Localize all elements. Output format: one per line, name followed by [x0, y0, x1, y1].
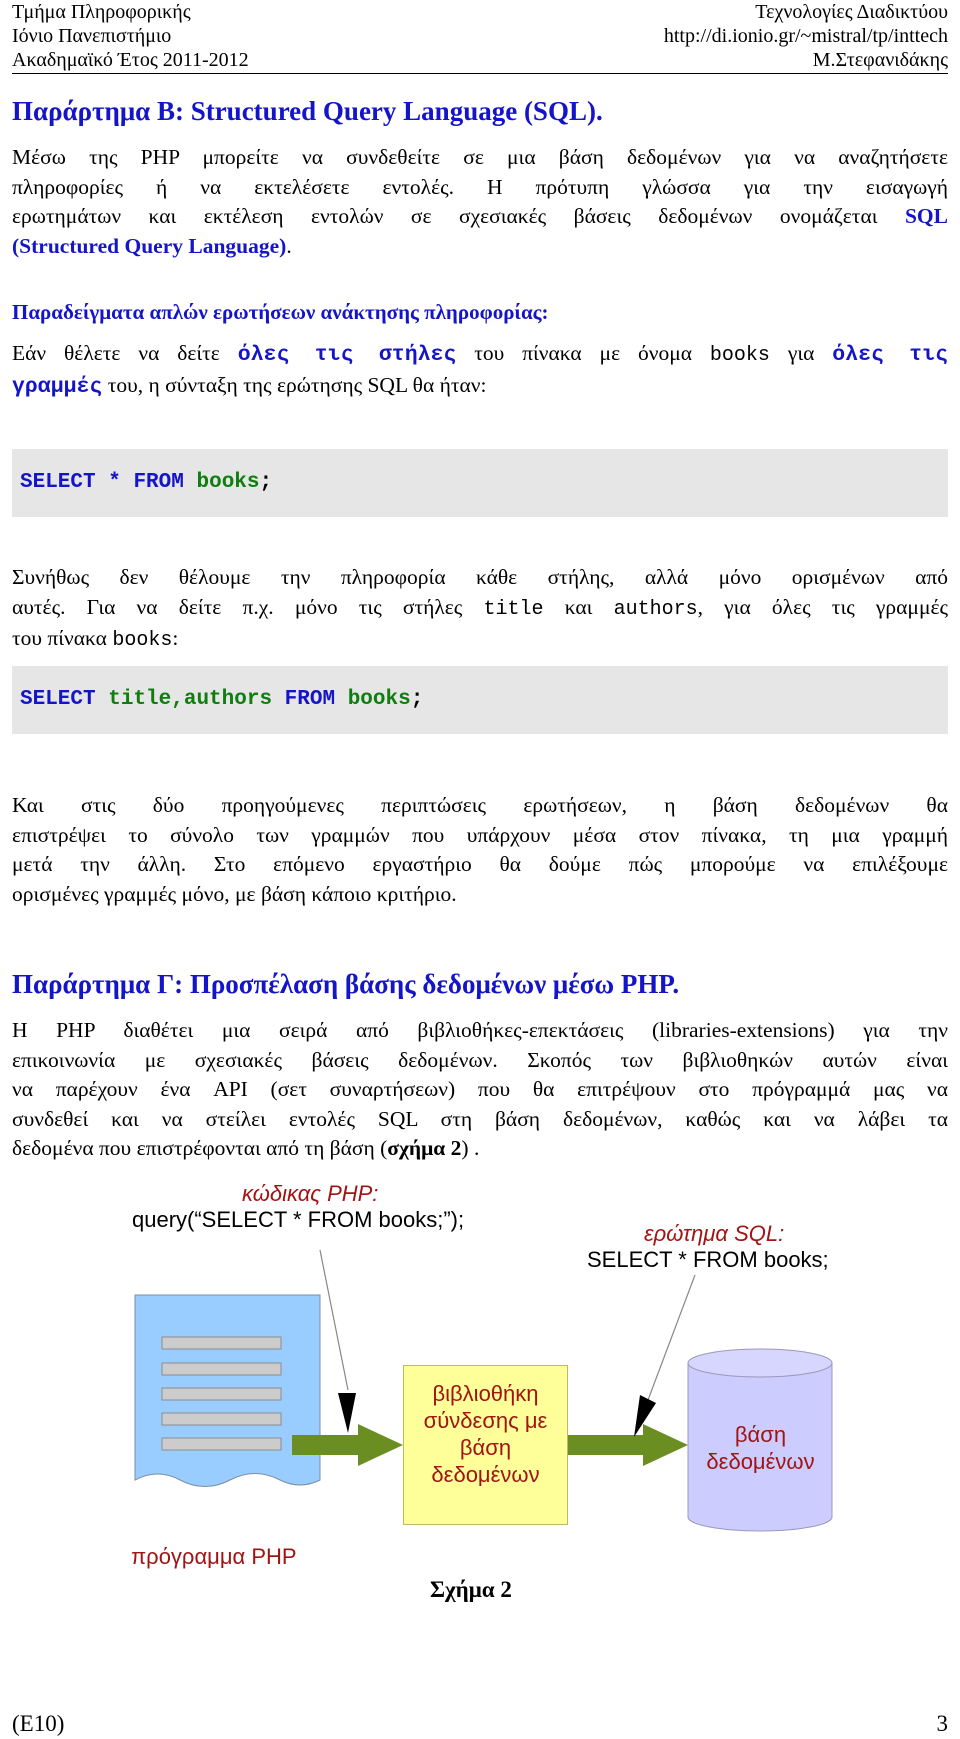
appc-line-5	[12, 1134, 948, 1164]
figure-reference: σχήμα 2	[387, 1136, 462, 1160]
code-block-select-all	[12, 449, 948, 517]
ex1-books-table: books	[709, 344, 770, 367]
intro-line-4	[12, 232, 948, 262]
appendix-b-outro	[12, 791, 948, 909]
ex2-books-table: books	[112, 629, 173, 652]
ex2-title-col: title	[483, 597, 544, 621]
ex2-part-2: και	[564, 594, 593, 619]
header-course: Τεχνολογίες Διαδικτύου	[755, 1, 948, 23]
sql-term: SQL	[904, 204, 948, 228]
example-1-line-1	[12, 339, 948, 371]
header-university: Ιόνιο Πανεπιστήμιο	[12, 25, 172, 47]
library-label-line-4: δεδομένων	[431, 1462, 540, 1487]
outro-line-3: μετά την άλλη. Στο επόμενο εργαστήριο θα δούμε πώς μπορούμε να επιλέξουμε	[12, 852, 948, 876]
outro-line-2: επιστρέψει το σύνολο των γραμμών που υπάρχουν μέσα στον πίνακα, τη μια γραμμή	[12, 822, 948, 847]
code1-semicolon: ;	[259, 471, 273, 494]
example-2-line-1: Συνήθως δεν θέλουμε την πληροφορία κάθε στήλης, αλλά μόνο ορισμένων από	[12, 565, 948, 589]
php-code-snippet: query(“SELECT * FROM books;”);	[132, 1207, 465, 1232]
header-department: Τμήμα Πληροφορικής	[12, 1, 191, 23]
intro-line-4-end: .	[286, 233, 292, 258]
ex1-part-2: του πίνακα με όνομα	[474, 341, 693, 365]
library-label-line-1: βιβλιοθήκη	[432, 1381, 539, 1406]
arrow-library-to-database-icon	[568, 1424, 688, 1466]
ex1-all-rows-a: όλες τις	[832, 343, 948, 367]
header-author: Μ.Στεφανιδάκης	[812, 49, 948, 71]
code1-from: FROM	[133, 471, 184, 494]
ex2-colon: :	[172, 626, 179, 650]
page-footer	[12, 1711, 948, 1737]
database-top-icon	[688, 1349, 832, 1377]
intro-line-3-text: ερωτημάτων και εκτέλεση εντολών σε σχεσιακές βάσεις δεδομένων ονομάζεται	[12, 204, 878, 228]
code1-star: *	[108, 471, 121, 494]
page-header	[12, 0, 948, 74]
intro-line-3	[12, 202, 948, 232]
figure-caption: Σχήμα 2	[430, 1577, 512, 1602]
ex2-part-4: του πίνακα	[12, 626, 107, 650]
examples-subtitle: Παραδείγματα απλών ερωτήσεων ανάκτησης πληροφορίας:	[12, 300, 549, 324]
database-label	[688, 1421, 833, 1475]
ex2-part-1: αυτές. Για να δείτε π.χ. μόνο τις στήλες	[12, 594, 463, 619]
code-callout-arrowhead-icon	[338, 1393, 356, 1433]
ex1-part-3: για	[787, 341, 815, 365]
php-db-diagram	[0, 1175, 960, 1615]
page-number: 3	[936, 1711, 948, 1736]
intro-line-1: Μέσω της PHP μπορείτε να συνδεθείτε σε μια βάση δεδομένων για να αναζητήσετε	[12, 145, 948, 169]
appendix-b-intro	[12, 143, 948, 261]
example-2-text	[12, 563, 948, 656]
ex1-all-columns: όλες τις στήλες	[237, 343, 457, 367]
outro-line-1: Και στις δύο προηγούμενες περιπτώσεις ερωτήσεων, η βάση δεδομένων θα	[12, 793, 948, 817]
header-academic-year: Ακαδημαϊκό Έτος 2011-2012	[12, 49, 249, 71]
sql-fullname: (Structured Query Language)	[12, 233, 287, 258]
code2-semicolon: ;	[410, 688, 424, 711]
ex1-part-4: του, η σύνταξη της ερώτησης SQL θα ήταν:	[107, 372, 487, 397]
example-1-text	[12, 339, 948, 402]
header-left	[12, 0, 249, 72]
php-code-label-text: κώδικας PHP:	[242, 1181, 379, 1206]
appc-line-3: να παρέχουν ένα API (σετ συναρτήσεων) που θα επιτρέψουν στο πρόγραμμά μας να	[12, 1077, 948, 1101]
library-label-line-2: σύνδεσης με	[423, 1408, 548, 1433]
code2-from: FROM	[284, 688, 336, 711]
code2-table: books	[347, 688, 411, 711]
library-label	[403, 1380, 568, 1488]
code1-select: SELECT	[20, 471, 96, 494]
ex2-authors-col: authors	[613, 597, 698, 621]
ex2-part-3: , για όλες τις γραμμές	[697, 594, 949, 619]
outro-line-4: ορισμένες γραμμές μόνο, με βάση κάποιο κριτήριο.	[12, 881, 457, 906]
appc-line-5-c: ) .	[461, 1136, 480, 1160]
example-1-line-2	[12, 371, 948, 403]
code1-table: books	[196, 471, 260, 494]
sql-query-label-text: ερώτημα SQL:	[644, 1221, 785, 1246]
php-program-label: πρόγραμμα PHP	[131, 1544, 297, 1569]
ex1-all-rows-b: γραμμές	[12, 374, 103, 399]
database-label-line-2: δεδομένων	[706, 1449, 815, 1474]
appc-line-2: επικοινωνία με σχεσιακές βάσεις δεδομένων. Σκοπός των βιβλιοθηκών αυτών είναι	[12, 1047, 948, 1072]
appendix-b-title: Παράρτημα B: Structured Query Language (SQL).	[12, 96, 603, 126]
code-callout-line	[320, 1250, 348, 1390]
example-2-line-3	[12, 624, 948, 656]
appendix-c-text	[12, 1016, 948, 1164]
sql-query-label	[644, 1221, 784, 1247]
library-label-line-3: βάση	[459, 1435, 512, 1460]
header-url: http://di.ionio.gr/~mistral/tp/inttech	[663, 25, 948, 47]
code2-columns: title,authors	[108, 688, 273, 711]
appc-line-4: συνδεθεί και να στείλει εντολές SQL στη βάση δεδομένων, καθώς και να λάβει τα	[12, 1106, 948, 1131]
example-2-line-2	[12, 593, 948, 625]
appendix-c-title: Παράρτημα Γ: Προσπέλαση βάσης δεδομένων μέσω PHP.	[12, 969, 680, 999]
appc-line-5-a: δεδομένα που επιστρέφονται από τη βάση (	[12, 1136, 388, 1160]
footer-code: (E10)	[12, 1711, 65, 1736]
ex1-part-1: Εάν θέλετε να δείτε	[12, 341, 220, 365]
intro-line-2: πληροφορίες ή να εκτελέσετε εντολές. Η πρότυπη γλώσσα για την εισαγωγή	[12, 174, 948, 199]
php-code-label	[242, 1181, 378, 1207]
appc-line-1: Η PHP διαθέτει μια σειρά από βιβλιοθήκες-επεκτάσεις (libraries-extensions) για την	[12, 1018, 948, 1042]
database-label-line-1: βάση	[734, 1422, 787, 1447]
code-block-select-columns	[12, 666, 948, 734]
code2-select: SELECT	[20, 688, 96, 711]
header-right	[664, 0, 948, 72]
sql-query-text: SELECT * FROM books;	[587, 1247, 829, 1272]
